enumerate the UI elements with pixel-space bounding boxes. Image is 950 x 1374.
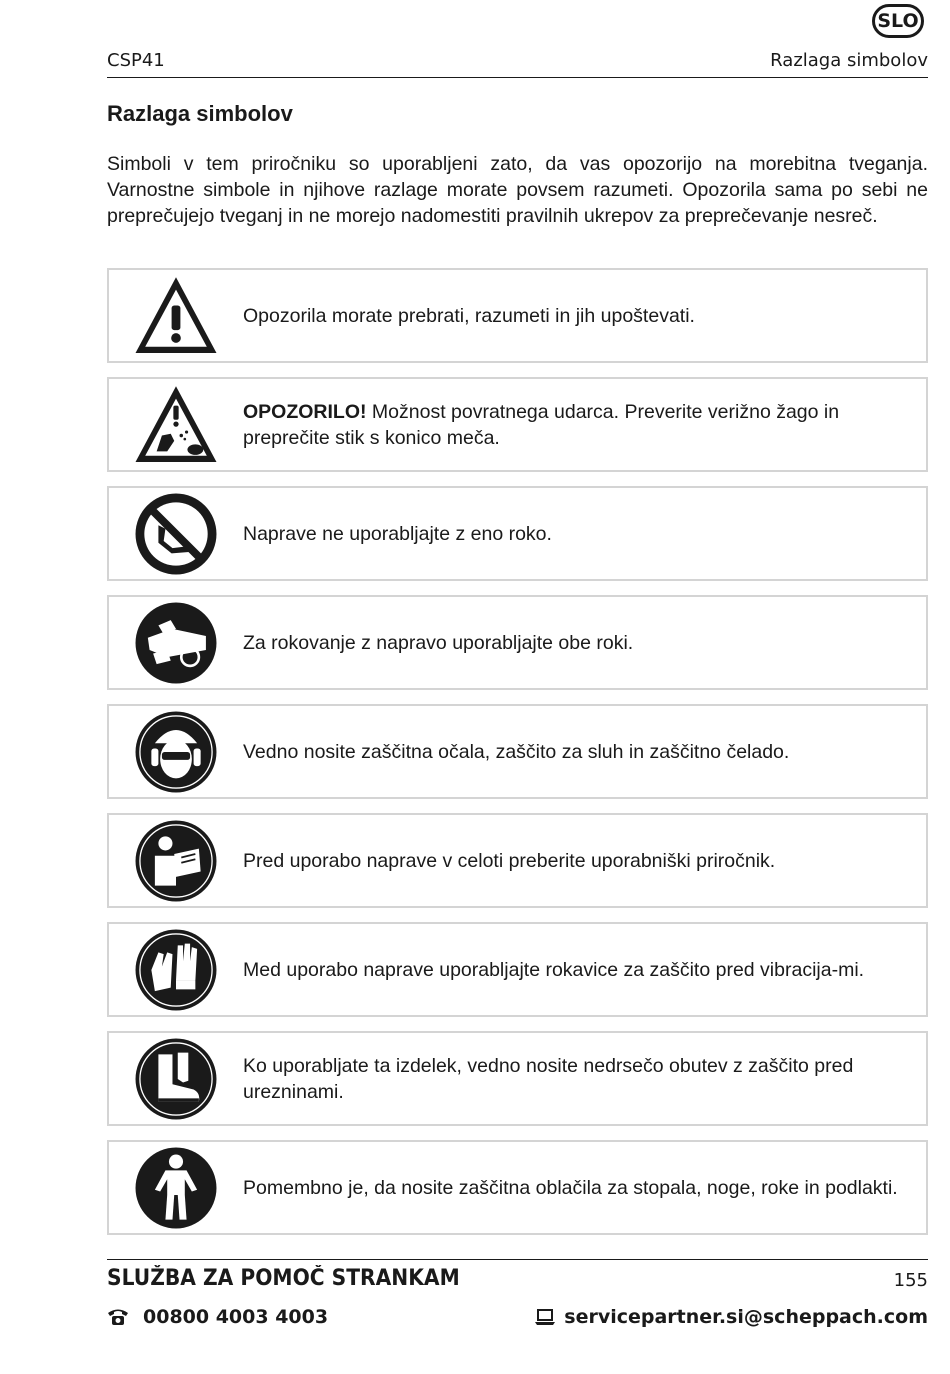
safety-boots-icon	[109, 1033, 243, 1124]
gloves-icon	[109, 924, 243, 1015]
language-badge: SLO	[872, 4, 924, 38]
symbol-row	[107, 1031, 928, 1126]
symbol-list	[107, 268, 928, 1249]
symbol-description: Pred uporabo naprave v celoti preberite uporabniški priročnik.	[243, 849, 776, 872]
warning-triangle-icon	[109, 270, 243, 361]
phone-number: 00800 4003 4003	[143, 1306, 329, 1328]
section-header: Razlaga simbolov	[770, 50, 928, 71]
intro-paragraph: Simboli v tem priročniku so uporabljeni zato, da vas opozorijo na morebitna tveganja. Varnostne simbole in njihove razlage morate povsem razumeti. Opozorila sama po sebi ne preprečujejo tveganj in ne morejo nadomestiti pravilnih ukrepov za preprečevanje nesreč.	[107, 153, 928, 227]
page-title: Razlaga simbolov	[107, 101, 293, 126]
symbol-description: Vedno nosite zaščitna očala, zaščito za sluh in zaščitno čelado.	[243, 740, 790, 763]
page-number: 155	[893, 1270, 928, 1291]
header-divider	[107, 77, 928, 78]
symbol-row	[107, 377, 928, 472]
protective-clothing-icon	[109, 1142, 243, 1233]
no-one-hand-icon	[109, 488, 243, 579]
phone-contact	[107, 1306, 328, 1328]
email-contact	[534, 1306, 928, 1328]
footer-divider	[107, 1259, 928, 1260]
symbol-description: OPOZORILO! Možnost povratnega udarca. Preverite verižno žago in preprečite stik s konico meča.	[243, 400, 840, 449]
customer-service-title: SLUŽBA ZA POMOČ STRANKAM	[107, 1266, 460, 1291]
symbol-row	[107, 595, 928, 690]
model-name: CSP41	[107, 50, 165, 71]
symbol-row	[107, 1140, 928, 1235]
laptop-icon	[534, 1307, 556, 1327]
symbol-description: Ko uporabljate ta izdelek, vedno nosite nedrsečo obutev z zaščito pred urezninami.	[243, 1054, 854, 1103]
symbol-row	[107, 268, 928, 363]
kickback-warning-icon	[109, 379, 243, 470]
symbol-description: Med uporabo naprave uporabljajte rokavice za zaščito pred vibracija-mi.	[243, 958, 865, 981]
read-manual-icon	[109, 815, 243, 906]
symbol-row	[107, 486, 928, 581]
symbol-description: Za rokovanje z napravo uporabljajte obe roki.	[243, 631, 634, 654]
symbol-row	[107, 922, 928, 1017]
symbol-description: Naprave ne uporabljajte z eno roko.	[243, 522, 552, 545]
two-hands-icon	[109, 597, 243, 688]
symbol-row	[107, 704, 928, 799]
phone-icon	[107, 1307, 129, 1327]
symbol-row	[107, 813, 928, 908]
symbol-description: Opozorila morate prebrati, razumeti in jih upoštevati.	[243, 304, 695, 327]
head-protection-icon	[109, 706, 243, 797]
symbol-description: Pomembno je, da nosite zaščitna oblačila za stopala, noge, roke in podlakti.	[243, 1176, 898, 1199]
email-address: servicepartner.si@scheppach.com	[564, 1306, 928, 1328]
